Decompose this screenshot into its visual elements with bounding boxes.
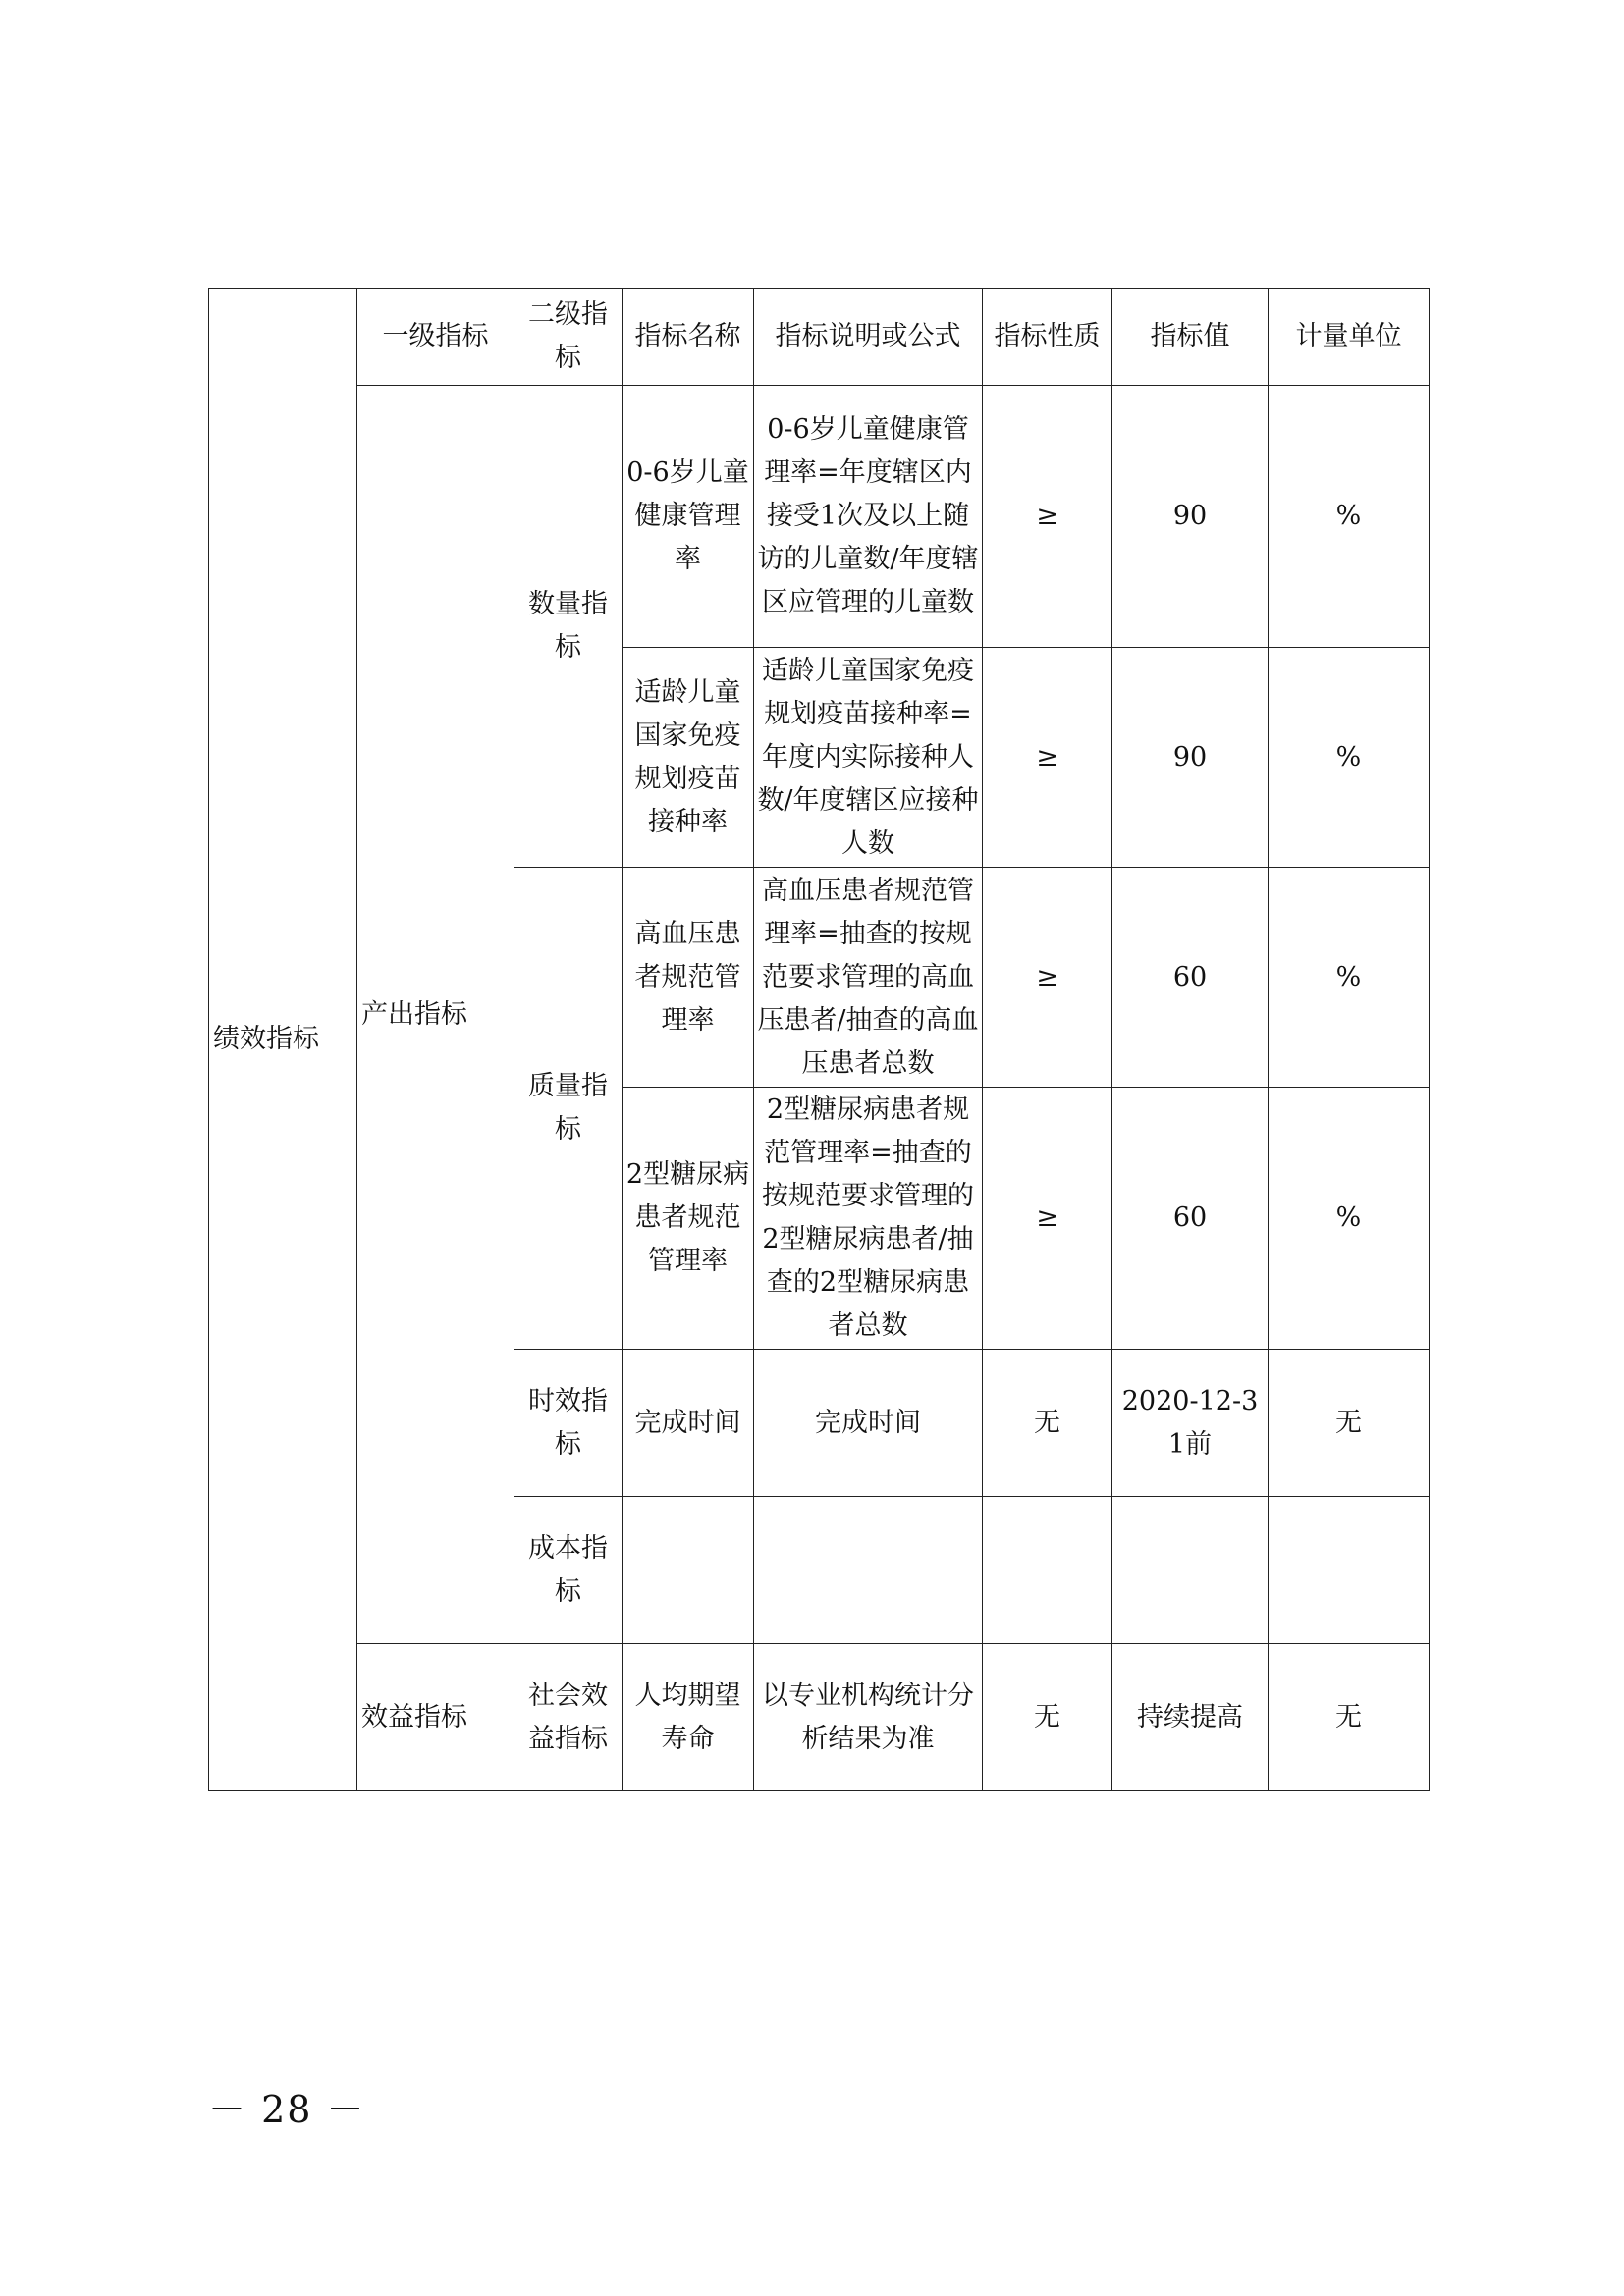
indicator-value: 2020-12-31前 <box>1112 1350 1269 1497</box>
indicator-desc: 完成时间 <box>754 1350 983 1497</box>
indicator-value: 90 <box>1112 648 1269 868</box>
indicator-desc: 2型糖尿病患者规范管理率=抽查的按规范要求管理的2型糖尿病患者/抽查的2型糖尿病患者总数 <box>754 1088 983 1350</box>
indicator-desc: 适龄儿童国家免疫规划疫苗接种率=年度内实际接种人数/年度辖区应接种人数 <box>754 648 983 868</box>
social-benefit-indicator-label: 社会效益指标 <box>514 1644 623 1791</box>
header-desc: 指标说明或公式 <box>754 289 983 386</box>
indicator-name <box>623 1497 754 1644</box>
indicator-desc: 以专业机构统计分析结果为准 <box>754 1644 983 1791</box>
indicator-name: 高血压患者规范管理率 <box>623 868 754 1088</box>
indicator-unit: 无 <box>1269 1644 1430 1791</box>
indicator-value: 持续提高 <box>1112 1644 1269 1791</box>
indicator-unit: 无 <box>1269 1350 1430 1497</box>
quality-indicator-label: 质量指标 <box>514 868 623 1350</box>
indicator-desc <box>754 1497 983 1644</box>
indicator-unit: % <box>1269 386 1430 648</box>
indicator-unit: % <box>1269 648 1430 868</box>
indicator-nature: ≥ <box>983 648 1112 868</box>
header-unit: 计量单位 <box>1269 289 1430 386</box>
performance-indicator-table <box>208 288 1430 1791</box>
indicator-value <box>1112 1497 1269 1644</box>
indicator-value: 60 <box>1112 868 1269 1088</box>
header-name: 指标名称 <box>623 289 754 386</box>
indicator-nature <box>983 1497 1112 1644</box>
indicator-nature: ≥ <box>983 1088 1112 1350</box>
output-indicator-label: 产出指标 <box>357 386 514 1644</box>
header-value: 指标值 <box>1112 289 1269 386</box>
page-number: － 28 － <box>208 2088 366 2131</box>
indicator-nature: ≥ <box>983 386 1112 648</box>
quantity-indicator-label: 数量指标 <box>514 386 623 868</box>
indicator-value: 90 <box>1112 386 1269 648</box>
indicator-name: 适龄儿童国家免疫规划疫苗接种率 <box>623 648 754 868</box>
timeliness-indicator-label: 时效指标 <box>514 1350 623 1497</box>
table-row <box>209 386 1430 648</box>
indicator-value: 60 <box>1112 1088 1269 1350</box>
indicator-name: 0-6岁儿童健康管理率 <box>623 386 754 648</box>
performance-indicator-label: 绩效指标 <box>209 289 357 1791</box>
indicator-name: 完成时间 <box>623 1350 754 1497</box>
indicator-nature: 无 <box>983 1350 1112 1497</box>
cost-indicator-label: 成本指标 <box>514 1497 623 1644</box>
table-row <box>209 1644 1430 1791</box>
indicator-desc: 高血压患者规范管理率=抽查的按规范要求管理的高血压患者/抽查的高血压患者总数 <box>754 868 983 1088</box>
indicator-desc: 0-6岁儿童健康管理率=年度辖区内接受1次及以上随访的儿童数/年度辖区应管理的儿童数 <box>754 386 983 648</box>
indicator-name: 2型糖尿病患者规范管理率 <box>623 1088 754 1350</box>
indicator-name: 人均期望寿命 <box>623 1644 754 1791</box>
header-level1: 一级指标 <box>357 289 514 386</box>
header-row <box>209 289 1430 386</box>
indicator-nature: 无 <box>983 1644 1112 1791</box>
indicator-nature: ≥ <box>983 868 1112 1088</box>
indicator-unit: % <box>1269 868 1430 1088</box>
indicator-unit <box>1269 1497 1430 1644</box>
header-nature: 指标性质 <box>983 289 1112 386</box>
indicator-unit: % <box>1269 1088 1430 1350</box>
benefit-indicator-label: 效益指标 <box>357 1644 514 1791</box>
header-level2: 二级指标 <box>514 289 623 386</box>
